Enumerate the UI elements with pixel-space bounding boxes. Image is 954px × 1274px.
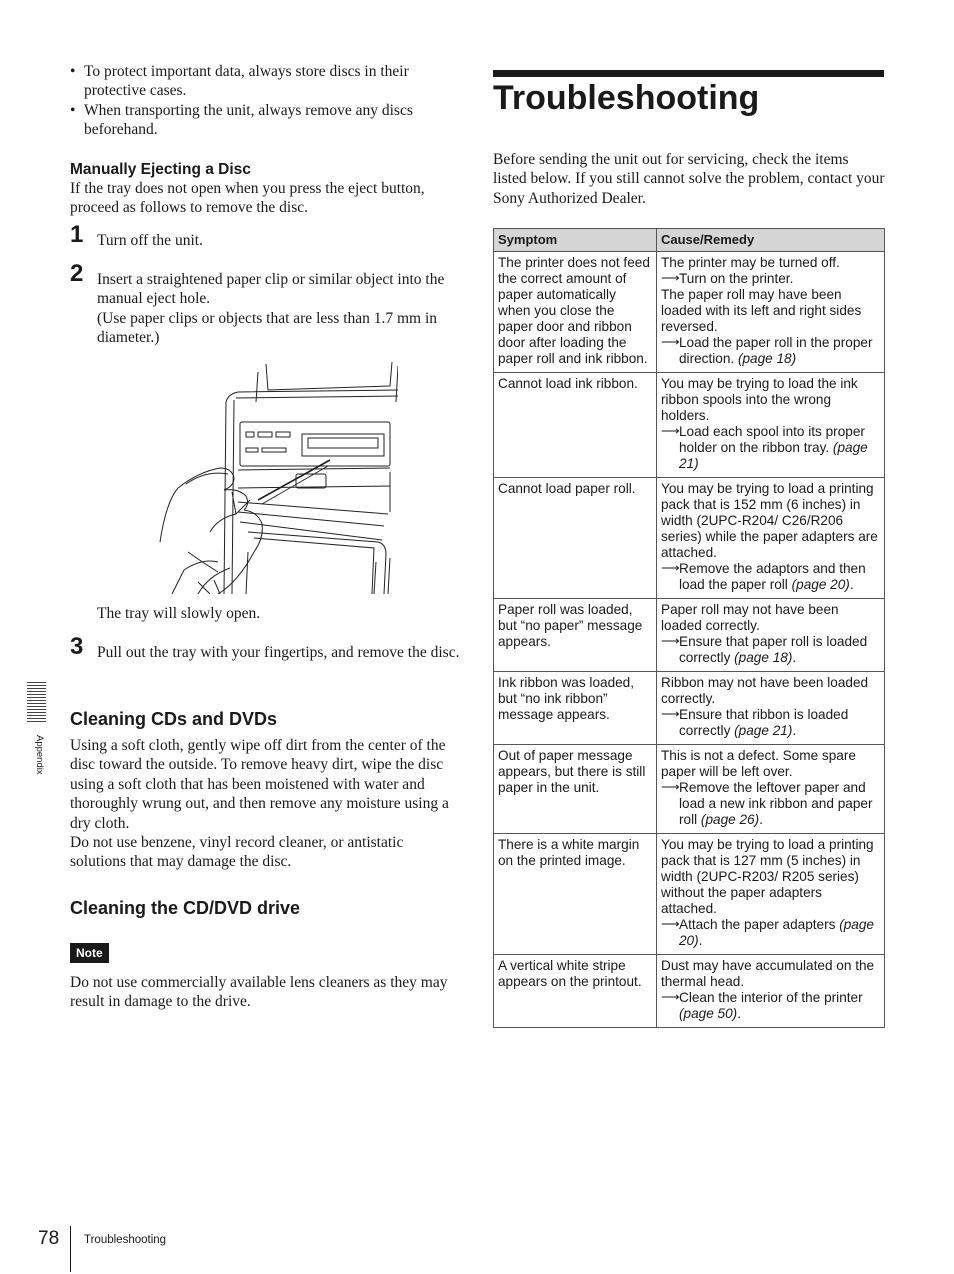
page-reference: (page 50)	[679, 1006, 738, 1021]
remedy-text: ⟶ Clean the interior of the printer (page 50).	[661, 990, 880, 1022]
cause-text: Paper roll may not have been loaded correctly.	[661, 602, 839, 633]
step-text: Turn off the unit.	[97, 232, 203, 249]
table-row	[494, 955, 885, 1028]
manual-eject-illustration	[158, 362, 398, 594]
page-reference: (page 26)	[700, 812, 760, 827]
bullet-item: • When transporting the unit, always remove any discs beforehand.	[70, 101, 462, 140]
page-reference: (page 18)	[737, 351, 797, 366]
remedy-cell	[657, 834, 885, 955]
table-row	[494, 672, 885, 745]
symptom-cell: The printer does not feed the correct amount of paper automatically when you close the paper door and ribbon door after loading the paper roll and ink ribbon.	[494, 252, 657, 373]
symptom-cell: Cannot load ink ribbon.	[494, 373, 657, 478]
cause-text: Dust may have accumulated on the thermal head.	[661, 958, 875, 989]
storage-bullets	[70, 62, 462, 140]
remedy-text: ⟶ Ensure that ribbon is loaded correctly (page 21).	[661, 707, 880, 739]
page-reference: (page 21)	[679, 440, 868, 471]
title-rule	[493, 70, 884, 77]
cleaning-drive-heading: Cleaning the CD/DVD drive	[70, 898, 301, 918]
symptom-cell: Paper roll was loaded, but “no paper” message appears.	[494, 599, 657, 672]
remedy-text: ⟶ Remove the leftover paper and load a new ink ribbon and paper roll (page 26).	[661, 780, 880, 828]
tray-text: The tray will slowly open.	[97, 605, 261, 622]
manual-eject-heading: Manually Ejecting a Disc	[70, 160, 251, 178]
remedy-text: ⟶ Attach the paper adapters (page 20).	[661, 917, 880, 949]
table-row	[494, 373, 885, 478]
page-title: Troubleshooting	[493, 79, 760, 117]
remedy-text: ⟶ Load each spool into its proper holder on the ribbon tray. (page 21)	[661, 424, 880, 472]
note-text: Do not use commercially available lens cleaners as they may result in damage to the drive.	[70, 974, 448, 1011]
step-note: (Use paper clips or objects that are less than 1.7 mm in diameter.)	[97, 309, 438, 347]
table-row	[494, 745, 885, 834]
cause-text: You may be trying to load the ink ribbon spools into the wrong holders.	[661, 376, 858, 423]
step-number: 3	[70, 633, 84, 660]
page-reference: (page 20)	[679, 917, 874, 948]
table-header-row	[494, 229, 885, 252]
section-tab-marker	[27, 682, 46, 724]
step-text: Pull out the tray with your fingertips, and remove the disc.	[97, 644, 460, 661]
step-number: 1	[70, 221, 84, 248]
cleaning-cds-warning: Do not use benzene, vinyl record cleaner, or antistatic solutions that may damage the disc.	[70, 834, 404, 871]
cause-text: The paper roll may have been loaded with its left and right sides reversed.	[661, 287, 862, 334]
symptom-cell: A vertical white stripe appears on the printout.	[494, 955, 657, 1028]
symptom-cell: There is a white margin on the printed image.	[494, 834, 657, 955]
remedy-text: ⟶ Load the paper roll in the proper direction. (page 18)	[661, 335, 880, 367]
intro-text: Before sending the unit out for servicing, check the items listed below. If you still cannot solve the problem, contact your Sony Authorized Dealer.	[493, 151, 885, 207]
page-reference: (page 20)	[791, 577, 850, 592]
page-number: 78	[38, 1228, 60, 1249]
troubleshooting-table	[493, 228, 885, 1028]
cause-text: You may be trying to load a printing pack that is 127 mm (5 inches) in width (2UPC-R203/ R205 series) without the paper adapters attached.	[661, 837, 874, 916]
left-column	[70, 62, 462, 217]
remedy-cell	[657, 599, 885, 672]
step-text-block	[97, 270, 463, 348]
page-reference: (page 18)	[734, 650, 793, 665]
remedy-cell	[657, 252, 885, 373]
cleaning-cds-body	[70, 736, 462, 872]
footer-section-label: Troubleshooting	[84, 1234, 167, 1246]
table-row	[494, 834, 885, 955]
manual-eject-text: If the tray does not open when you press the eject button, proceed as follows to remove the disc.	[70, 179, 425, 217]
cause-text: Ribbon may not have been loaded correctly.	[661, 675, 869, 706]
remedy-cell	[657, 745, 885, 834]
step-text: Insert a straightened paper clip or similar object into the manual eject hole.	[97, 271, 445, 308]
table-row	[494, 599, 885, 672]
remedy-cell	[657, 373, 885, 478]
remedy-cell	[657, 955, 885, 1028]
section-tab-label: Appendix	[34, 735, 45, 775]
symptom-cell: Cannot load paper roll.	[494, 478, 657, 599]
symptom-cell: Out of paper message appears, but there is still paper in the unit.	[494, 745, 657, 834]
table-row	[494, 478, 885, 599]
remedy-text: ⟶ Remove the adaptors and then load the paper roll (page 20).	[661, 561, 880, 593]
cause-text: The printer may be turned off.	[661, 255, 840, 270]
column-header-remedy: Cause/Remedy	[657, 229, 885, 252]
remedy-text: ⟶ Turn on the printer.	[661, 271, 880, 287]
cleaning-cds-heading: Cleaning CDs and DVDs	[70, 709, 278, 729]
footer-divider	[70, 1226, 71, 1272]
step-number: 2	[70, 260, 84, 287]
cleaning-cds-text: Using a soft cloth, gently wipe off dirt from the center of the disc toward the outside. To remove heavy dirt, wipe the disc using a soft cloth that has been moistened with water and thoroughly wrung out, and then remove any moisture using a dry cloth.	[70, 737, 449, 832]
page-reference: (page 21)	[734, 723, 793, 738]
note-badge: Note	[70, 943, 109, 963]
cause-text: You may be trying to load a printing pack that is 152 mm (6 inches) in width (2UPC-R204/ C26/R206 series) while the paper adapters are attached.	[661, 481, 878, 560]
remedy-cell	[657, 672, 885, 745]
cause-text: This is not a defect. Some spare paper will be left over.	[661, 748, 856, 779]
remedy-cell	[657, 478, 885, 599]
symptom-cell: Ink ribbon was loaded, but “no ink ribbon” message appears.	[494, 672, 657, 745]
column-header-symptom: Symptom	[494, 229, 657, 252]
table-row	[494, 252, 885, 373]
bullet-item: • To protect important data, always store discs in their protective cases.	[70, 62, 462, 101]
remedy-text: ⟶ Ensure that paper roll is loaded correctly (page 18).	[661, 634, 880, 666]
